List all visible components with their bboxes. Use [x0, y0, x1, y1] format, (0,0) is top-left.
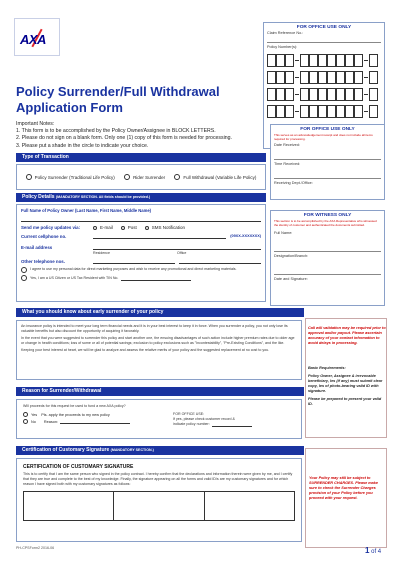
- note-3: 3. Please put a shade in the circle to indicate your choice.: [16, 142, 149, 149]
- send-updates-label: Send me policy updates via:: [21, 225, 81, 230]
- policy-details-panel: [16, 204, 266, 302]
- office-use-heading-2: FOR OFFICE USE ONLY: [300, 127, 355, 132]
- section-early-surrender-info: What you should know about early surrender of your policy: [16, 308, 304, 317]
- note-1: 1. This form is to be accomplished by the Policy Owner/Assignee in BLOCK LETTERS.: [16, 128, 216, 135]
- office-label: Office: [177, 251, 187, 255]
- residence-field[interactable]: [93, 258, 175, 264]
- time-received-field[interactable]: [274, 167, 381, 179]
- send-updates-row: [21, 225, 261, 230]
- page-title: Policy Surrender/Full Withdrawal Application Form: [16, 84, 220, 115]
- sidebar-basic-requirements: Basic Requirements: Policy Owner, Assignee & irrevocable beneficiary, Ies (if any) must submit clear copy, Ies of photo-bearing valid ID with signature. Please be prepared to present your valid ID.: [308, 366, 383, 406]
- reason-panel: [16, 399, 302, 439]
- notes-heading: Important Notes:: [16, 121, 55, 127]
- section-policy-details: Policy Details (MANDATORY SECTION. All fields should be provided.): [16, 193, 266, 202]
- send-via-post[interactable]: Post: [121, 225, 137, 230]
- consent-row: [21, 267, 261, 273]
- email-label: E-mail address: [21, 244, 53, 250]
- info-paragraph-1: An insurance policy is intended to meet your long term financial needs and it is in your best interest to keep it in force. When you surrender a policy, you not only lose its valuable benefits but also discount the opportunity of acquiring it favorably.: [21, 324, 288, 333]
- receiving-dept-label: Receiving Dept./Office:: [274, 181, 313, 185]
- logo-text: AXA: [20, 32, 46, 47]
- sidebar-surrender-charges-note: Your Policy may still be subject to SURRENDER CHARGES. Please make sure to check the Surrender Charges provision of your Policy before you proceed with your request.: [309, 476, 379, 500]
- residence-label: Residence: [93, 251, 110, 255]
- section-reason: Reason for Surrender/Withdrawal: [16, 387, 304, 396]
- tin-field[interactable]: [121, 276, 191, 281]
- send-via-email[interactable]: E-mail: [93, 225, 113, 230]
- reason-field[interactable]: [60, 420, 130, 424]
- policy-numbers-label: Policy Number(s):: [267, 45, 298, 49]
- phone-format: (09XX-XXXXXXX): [230, 234, 261, 238]
- date-received-field[interactable]: [274, 148, 381, 160]
- office-use-heading-1: FOR OFFICE USE ONLY: [296, 25, 352, 30]
- section-heading: Type of Transaction: [22, 154, 69, 160]
- transaction-options: [16, 164, 266, 190]
- section-certification: Certification of Customary Signature (MANDATORY SECTION.): [16, 446, 304, 455]
- radio-circle[interactable]: [174, 174, 180, 180]
- email-field[interactable]: [93, 244, 261, 250]
- date-received-label: Date Received:: [274, 143, 300, 147]
- full-name-label: Full Name of Policy Owner (Last Name, First Name, Middle Name): [21, 208, 152, 213]
- claim-ref-field[interactable]: [267, 36, 381, 43]
- early-surrender-panel: [16, 320, 302, 380]
- policy-number-grid: [267, 54, 381, 118]
- certification-text: This is to certify that I am the same person who signed in the policy contract. I hereby confirm that the declarations and information therein were given by me, and I certify that they are true and complete to the best of my knowledge. Finally, the signature appearing on all the forms and valid ID/s are my customary signatures and for which reason I have signed both with my customary signatures as follows:: [23, 472, 293, 486]
- axa-logo: [14, 18, 72, 58]
- option-full-withdrawal[interactable]: Full Withdrawal (Variable Life Policy): [174, 174, 256, 180]
- cellphone-label: Current cellphone no.: [21, 233, 67, 239]
- witness-note: This section is to be accomplished by the AXA Representative who witnessed the identity of customer and authenticated the documents submitted.: [274, 219, 377, 227]
- other-tel-row: [21, 258, 261, 264]
- radio-circle[interactable]: [26, 174, 32, 180]
- witness-date-label: Date and Signature:: [274, 277, 308, 281]
- email-row: [21, 244, 261, 250]
- important-notes: [16, 121, 266, 150]
- consent-text: I agree to use my personal data for direct marketing purposes and wish to receive any promotional and direct marketing materials.: [30, 267, 237, 271]
- witness-name-field[interactable]: [274, 236, 381, 252]
- reason-no[interactable]: No Reason:: [23, 419, 173, 424]
- certification-subheading: CERTIFICATION OF CUSTOMARY SIGNATURE: [23, 464, 134, 470]
- note-2: 2. Please do not sign on a blank form. Only one (1) copy of this form is needed for processing.: [16, 135, 232, 142]
- us-citizen-text: Yes, I am a US Citizen or US Tax Resident with TIN No.: [30, 275, 119, 280]
- reason-office-use: FOR OFFICE USE: If yes, please check customer record & indicate policy number:: [173, 412, 252, 427]
- info-paragraph-3: Keeping your best interest at heart, we will be glad to analyze and assess the relative merits of your policy and the suggested replacement at no cost to you.: [21, 348, 270, 352]
- policy-number-row[interactable]: [267, 71, 381, 84]
- page-number: 1 of 4: [365, 546, 382, 555]
- tel-subheads: [21, 251, 261, 256]
- witness-heading: FOR WITNESS ONLY: [303, 213, 352, 218]
- office-use-note: This serves as an acknowledgement receipt and does not include all items required for processing.: [274, 133, 373, 141]
- witness-box: [270, 210, 385, 306]
- full-name-field[interactable]: [21, 213, 261, 222]
- form-code: PH-CPSForm2 2016-06: [16, 546, 55, 550]
- signature-boxes: [23, 491, 295, 521]
- us-citizen-row: [21, 275, 261, 281]
- office-use-box-2: [270, 124, 385, 200]
- reason-question: Will proceeds for this request be used to fund a new AXA policy?: [23, 404, 126, 408]
- policy-number-row[interactable]: [267, 88, 381, 101]
- send-via-sms[interactable]: SMS Notification: [145, 225, 185, 230]
- office-field[interactable]: [179, 258, 261, 264]
- certification-panel: [16, 458, 302, 542]
- policy-number-row[interactable]: [267, 105, 381, 118]
- consent-checkbox[interactable]: [21, 267, 27, 273]
- cellphone-field[interactable]: [93, 233, 226, 239]
- us-citizen-checkbox[interactable]: [21, 275, 27, 281]
- claim-ref-label: Claim Reference No.:: [267, 31, 304, 35]
- time-received-label: Time Received:: [274, 162, 301, 166]
- witness-designation-label: Designation/Branch:: [274, 254, 309, 258]
- cellphone-row: [21, 233, 261, 239]
- policy-number-row[interactable]: [267, 54, 381, 67]
- witness-designation-field[interactable]: [274, 259, 381, 275]
- other-tel-label: Other telephone nos.: [21, 258, 65, 264]
- signature-box[interactable]: [23, 491, 114, 521]
- reason-options: [23, 412, 295, 427]
- option-policy-surrender[interactable]: Policy Surrender (Traditional Life Policy): [26, 174, 115, 180]
- witness-name-label: Full Name:: [274, 231, 293, 235]
- option-rider-surrender[interactable]: Rider Surrender: [124, 174, 165, 180]
- info-paragraph-2: In the event that you were suggested to surrender this policy and start another one, the ensuing disadvantages of such action include higher premium rates due to older age or change in health conditions; loss of some or all of potential savings; exclusion to policy exclusions such as "Incontestability", "Pre-Existing Conditions", and the like.: [21, 336, 295, 345]
- section-heading-note: (MANDATORY SECTION. All fields should be provided.): [55, 195, 151, 199]
- section-type-of-transaction: [16, 153, 266, 162]
- reason-yes[interactable]: Yes Pls. apply the proceeds to my new policy: [23, 412, 173, 417]
- radio-circle[interactable]: [124, 174, 130, 180]
- signature-box[interactable]: [205, 491, 295, 521]
- signature-box[interactable]: [114, 491, 204, 521]
- sidebar-validation-note: Call will validation may be required prior to approval and/or payout. Please ascertain accuracy of your contact information to avoid delays in processing.: [308, 326, 386, 345]
